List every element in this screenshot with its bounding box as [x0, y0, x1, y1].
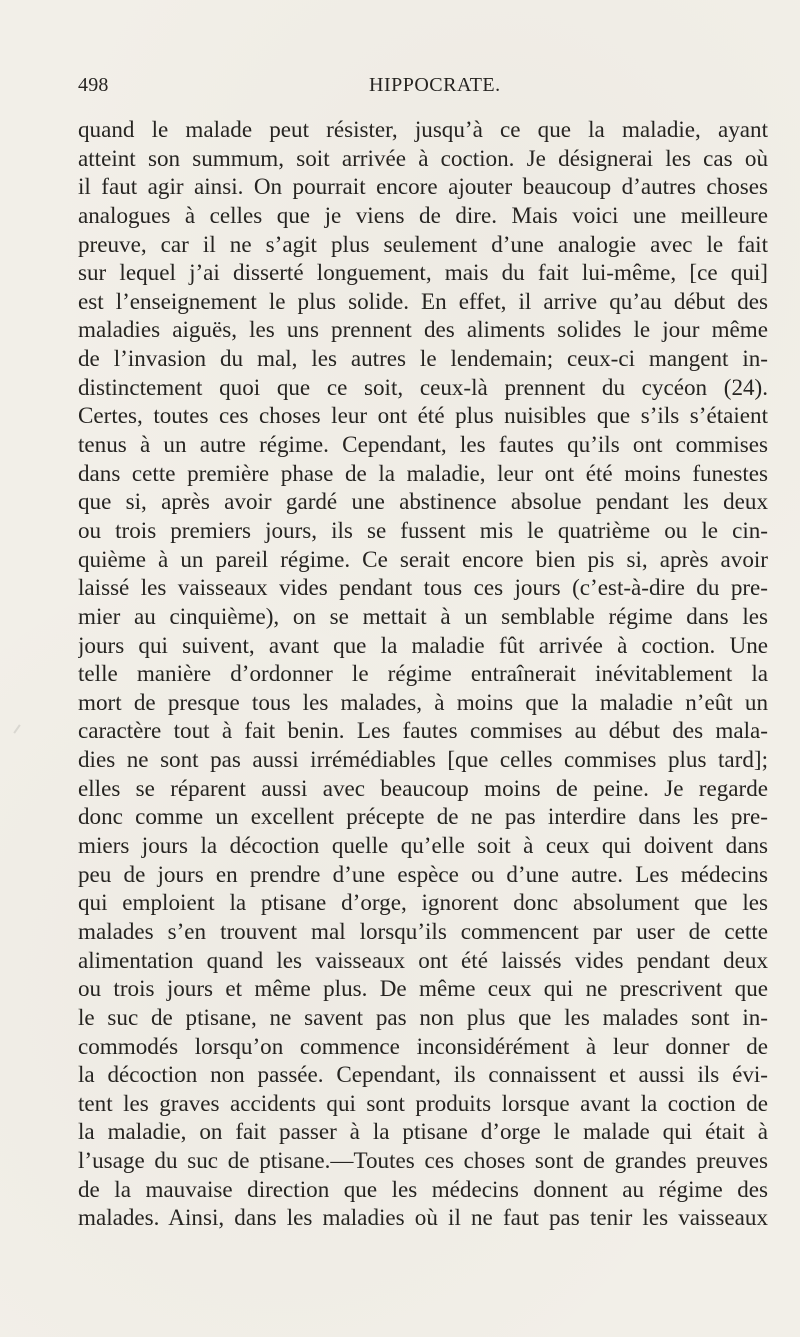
- text-line-7: est l’enseignement le plus solide. En effet, il arrive qu’au début des: [78, 287, 768, 314]
- text-line-12: tenus à un autre régime. Cependant, les fautes qu’ils ont commises: [78, 431, 768, 458]
- text-line-11: Certes, toutes ces choses leur ont été plus nuisibles que s’ils s’étaient: [78, 402, 768, 429]
- text-line-24: elles se réparent aussi avec beaucoup moins de peine. Je regarde: [78, 774, 768, 801]
- text-line-38: de la mauvaise direction que les médecins donnent au régime des: [78, 1175, 768, 1202]
- text-line-28: qui emploient la ptisane d’orge, ignorent donc absolument que les: [78, 889, 768, 916]
- text-line-10: distinctement quoi que ce soit, ceux-là prennent du cycéon (24).: [78, 373, 768, 400]
- text-line-20: telle manière d’ordonner le régime entraînerait inévitablement la: [78, 660, 768, 687]
- text-line-14: que si, après avoir gardé une abstinence absolue pendant les deux: [78, 488, 768, 515]
- scan-mark: [13, 724, 20, 733]
- text-line-3: il faut agir ainsi. On pourrait encore ajouter beaucoup d’autres choses: [78, 173, 768, 200]
- text-line-25: donc comme un excellent précepte de ne pas interdire dans les pre-: [78, 803, 768, 830]
- main-text-block: [78, 115, 768, 1232]
- text-line-13: dans cette première phase de la maladie, leur ont été moins funestes: [78, 459, 768, 486]
- text-line-27: peu de jours en prendre d’une espèce ou d’une autre. Les médecins: [78, 860, 768, 887]
- text-line-8: maladies aiguës, les uns prennent des aliments solides le jour même: [78, 316, 768, 343]
- text-line-35: tent les graves accidents qui sont produits lorsque avant la coction de: [78, 1089, 768, 1116]
- text-line-30: alimentation quand les vaisseaux ont été laissés vides pendant deux: [78, 946, 768, 973]
- text-line-31: ou trois jours et même plus. De même ceux qui ne prescrivent que: [78, 975, 768, 1002]
- text-line-22: caractère tout à fait benin. Les fautes commises au début des mala-: [78, 717, 768, 744]
- text-line-2: atteint son summum, soit arrivée à coction. Je désignerai les cas où: [78, 144, 768, 171]
- page-header: [78, 72, 768, 98]
- text-line-18: mier au cinquième), on se mettait à un semblable régime dans les: [78, 602, 768, 629]
- text-line-29: malades s’en trouvent mal lorsqu’ils commencent par user de cette: [78, 917, 768, 944]
- text-line-23: dies ne sont pas aussi irrémédiables [que celles commises plus tard];: [78, 746, 768, 773]
- text-line-17: laissé les vaisseaux vides pendant tous ces jours (c’est-à-dire du pre-: [78, 574, 768, 601]
- text-line-15: ou trois premiers jours, ils se fussent mis le quatrième ou le cin-: [78, 516, 768, 543]
- text-line-39: malades. Ainsi, dans les maladies où il ne faut pas tenir les vaisseaux: [78, 1204, 768, 1231]
- running-head: HIPPOCRATE.: [369, 74, 501, 96]
- text-line-1: quand le malade peut résister, jusqu’à ce que la maladie, ayant: [78, 116, 768, 142]
- text-line-6: sur lequel j’ai disserté longuement, mais du fait lui-même, [ce qui]: [78, 259, 768, 286]
- text-line-37: l’usage du suc de ptisane.—Toutes ces choses sont de grandes preuves: [78, 1147, 768, 1174]
- text-line-19: jours qui suivent, avant que la maladie fût arrivée à coction. Une: [78, 631, 768, 658]
- text-line-33: commodés lorsqu’on commence inconsidérément à leur donner de: [78, 1032, 768, 1059]
- text-line-26: miers jours la décoction quelle qu’elle soit à ceux qui doivent dans: [78, 832, 768, 859]
- text-line-9: de l’invasion du mal, les autres le lendemain; ceux-ci mangent in-: [78, 345, 768, 372]
- text-line-34: la décoction non passée. Cependant, ils connaissent et aussi ils évi-: [78, 1061, 768, 1088]
- text-line-21: mort de presque tous les malades, à moins que la maladie n’eût un: [78, 688, 768, 715]
- text-line-32: le suc de ptisane, ne savent pas non plus que les malades sont in-: [78, 1003, 768, 1030]
- page-number: 498: [78, 74, 109, 96]
- text-line-5: preuve, car il ne s’agit plus seulement d’une analogie avec le fait: [78, 230, 768, 257]
- text-line-4: analogues à celles que je viens de dire. Mais voici une meilleure: [78, 201, 768, 228]
- text-line-16: quième à un pareil régime. Ce serait encore bien pis si, après avoir: [78, 545, 768, 572]
- text-line-36: la maladie, on fait passer à la ptisane d’orge le malade qui était à: [78, 1118, 768, 1145]
